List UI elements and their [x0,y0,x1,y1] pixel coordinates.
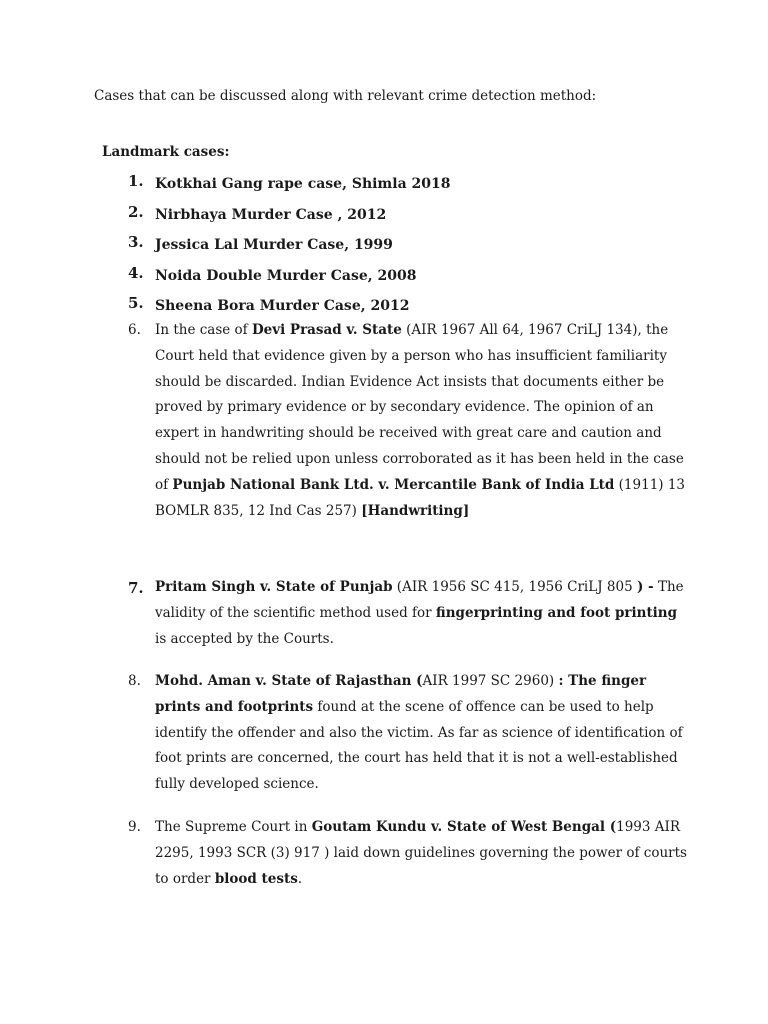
case-title: Jessica Lal Murder Case, 1999 [155,237,393,253]
list-number: 1. [128,172,144,190]
case-title: Noida Double Murder Case, 2008 [155,268,417,284]
list-number: 9. [128,819,141,835]
list-item [128,815,688,892]
list-item [128,669,688,798]
case-title: Kotkhai Gang rape case, Shimla 2018 [155,176,451,192]
list-number: 8. [128,673,141,689]
list-item [128,203,688,229]
list-number: 2. [128,203,144,221]
intro-text: Cases that can be discussed along with relevant crime detection method: [94,88,597,104]
list-number: 3. [128,233,144,251]
case-paragraph: Mohd. Aman v. State of Rajasthan (AIR 1997 SC 2960) : The finger prints and footprints found at the scene of offence can be used to help identify the offender and also the victim. As far as science of identification of foot prints are concerned, the court has held that it is not a well-established fully developed science. [155,673,683,793]
case-paragraph: In the case of Devi Prasad v. State (AIR 1967 All 64, 1967 CriLJ 134), the Court held that evidence given by a person who has insufficient familiarity should be discarded. Indian Evidence Act insists that documents either be proved by primary evidence or by secondary evidence. The opinion of an expert in handwriting should be received with great care and caution and should not be relied upon unless corroborated as it has been held in the case of Punjab National Bank Ltd. v. Mercantile Bank of India Ltd (1911) 13 BOMLR 835, 12 Ind Cas 257) [Handwriting] [155,322,686,519]
case-title: Nirbhaya Murder Case , 2012 [155,207,387,223]
case-paragraph: Pritam Singh v. State of Punjab (AIR 1956 SC 415, 1956 CriLJ 805 ) - The validity of the scientific method used for fingerprinting and foot printing is accepted by the Courts. [155,579,684,647]
case-paragraph: The Supreme Court in Goutam Kundu v. State of West Bengal (1993 AIR 2295, 1993 SCR (3) 917 ) laid down guidelines governing the power of courts to order blood tests. [155,819,687,887]
list-item [128,318,688,524]
list-number: 4. [128,264,144,282]
list-number: 7. [128,579,144,597]
list-item [128,233,688,259]
list-item [128,264,688,290]
list-number: 6. [128,322,141,338]
landmark-cases-heading: Landmark cases: [102,144,230,160]
list-item [128,294,688,320]
list-item [128,172,688,198]
list-number: 5. [128,294,144,312]
list-item [128,575,688,652]
case-title: Sheena Bora Murder Case, 2012 [155,298,410,314]
